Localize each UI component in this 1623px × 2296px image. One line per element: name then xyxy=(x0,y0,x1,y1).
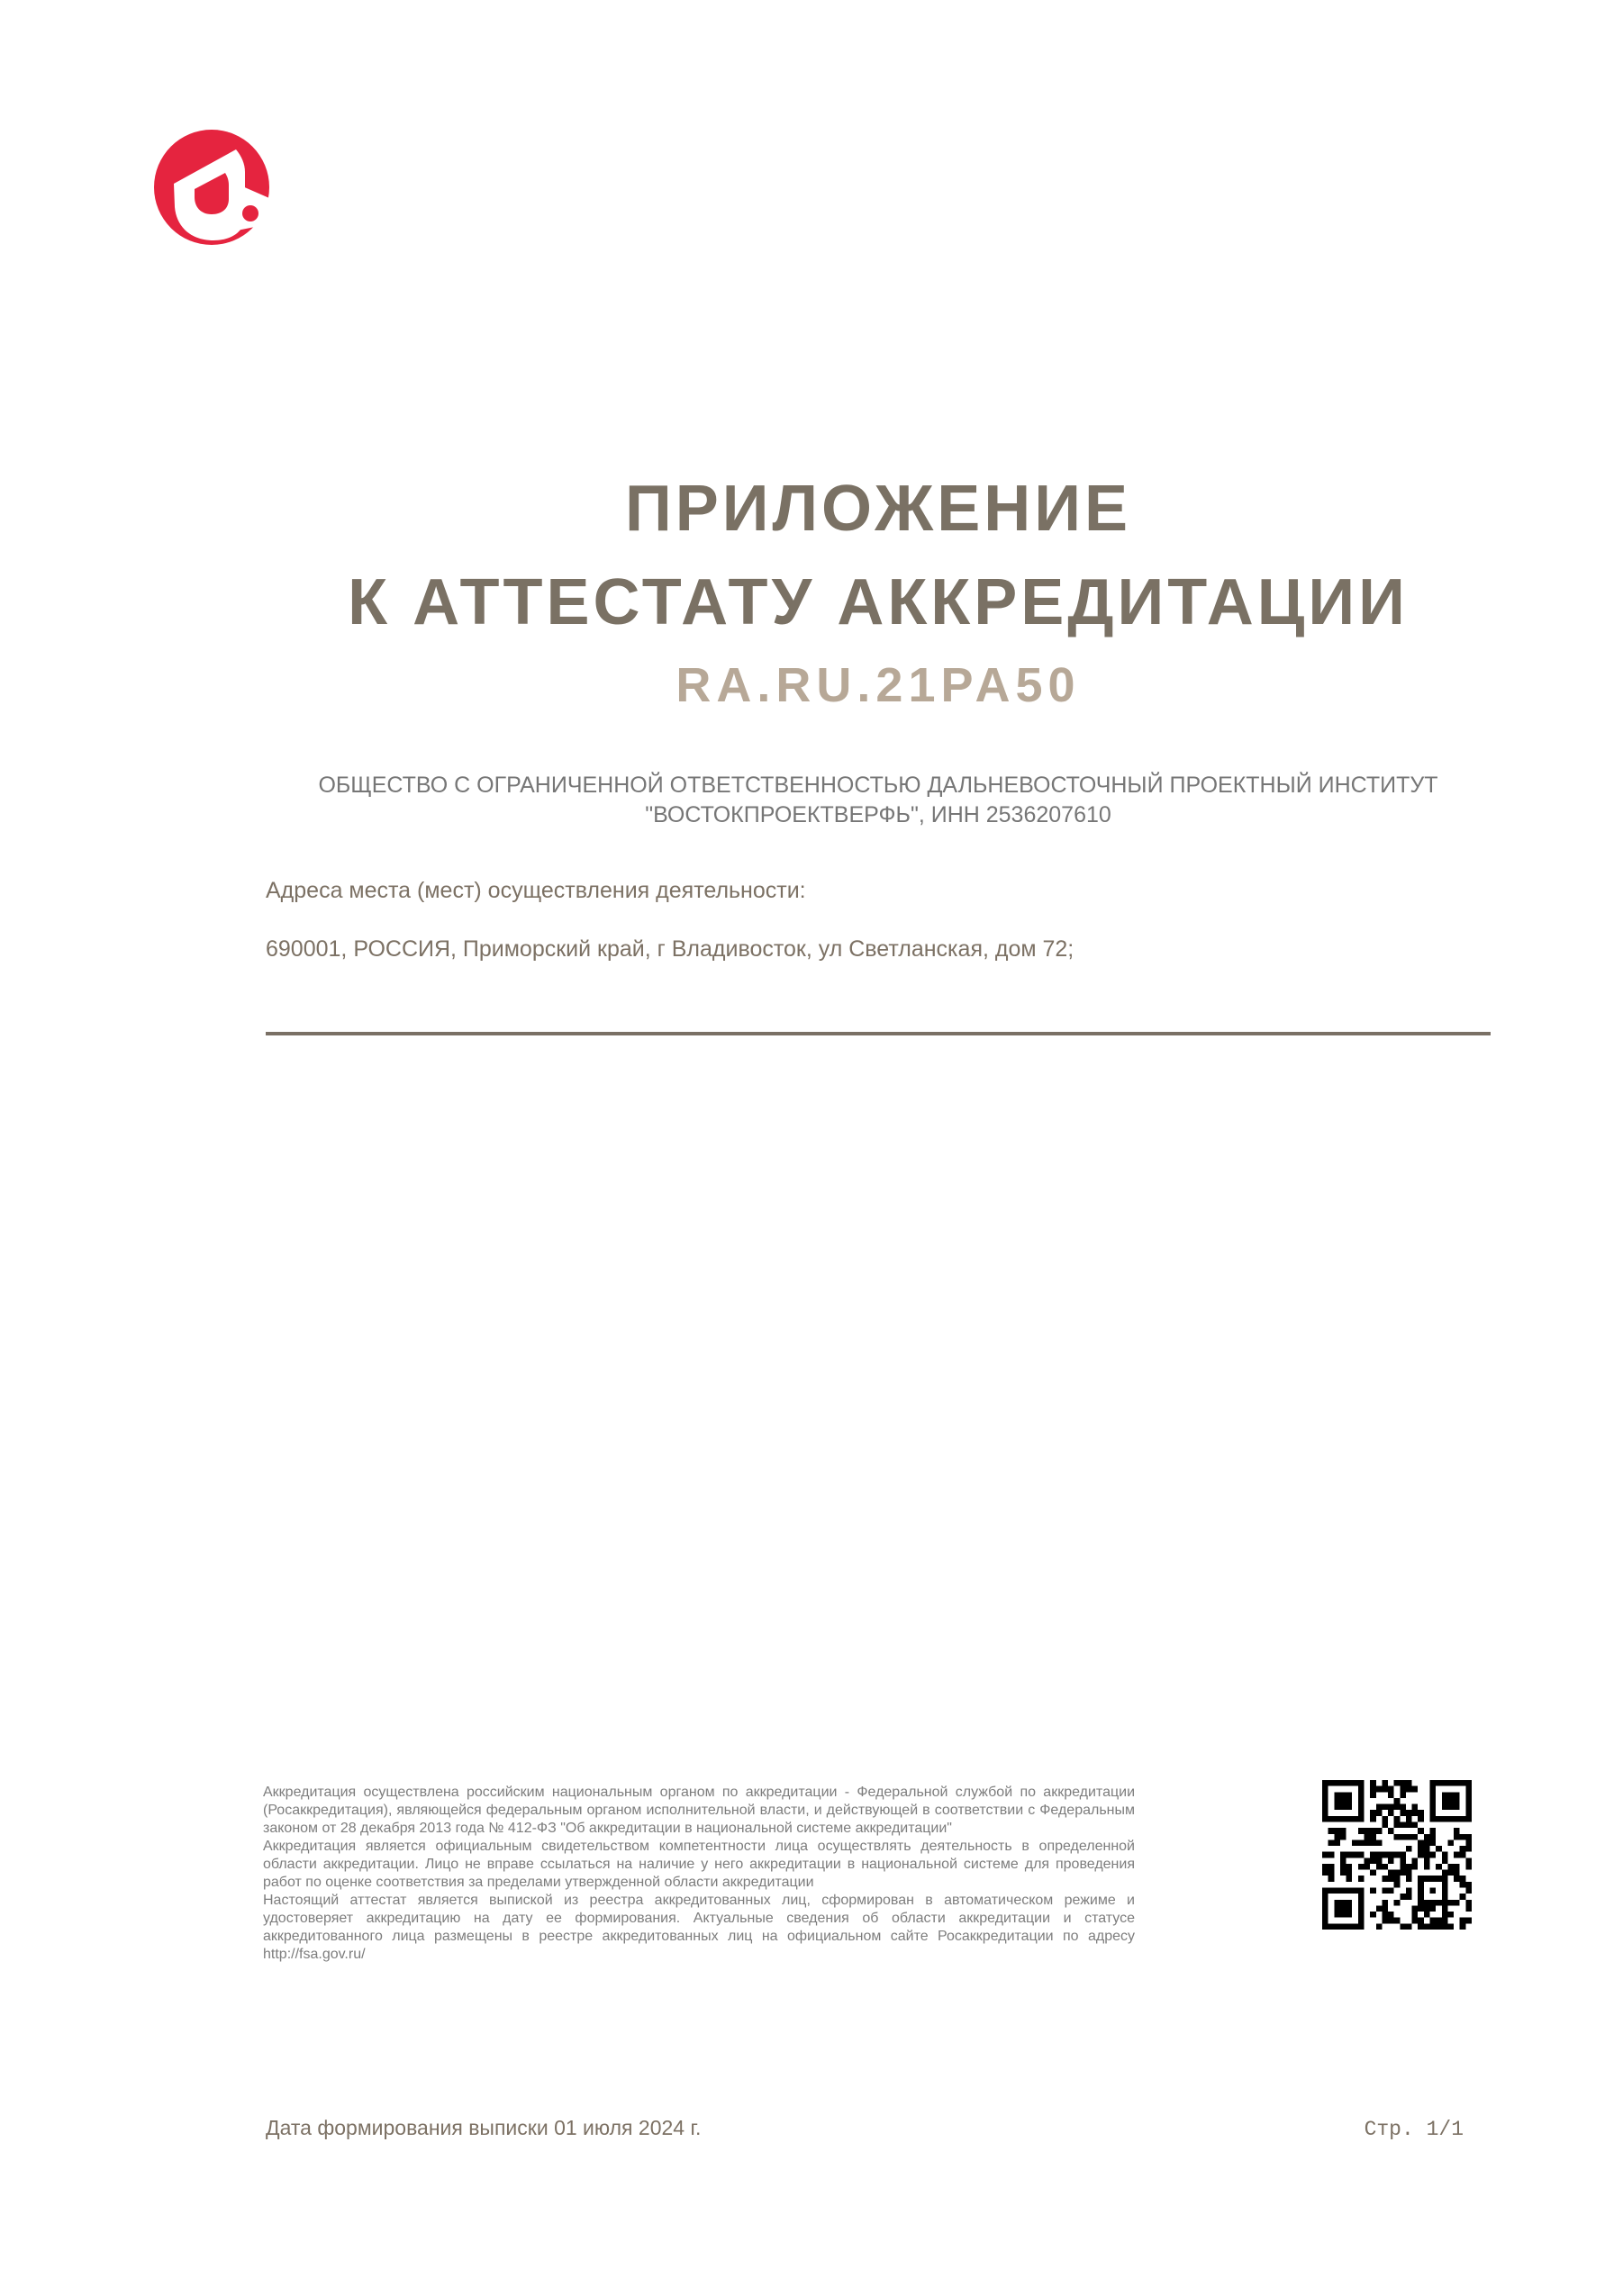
divider-line xyxy=(266,1032,1491,1035)
address-item: 690001, РОССИЯ, Приморский край, г Владивосток, ул Светланская, дом 72; xyxy=(266,936,1074,962)
document-title: ПРИЛОЖЕНИЕ xyxy=(625,473,1131,545)
page-number: Стр. 1/1 xyxy=(1364,2118,1464,2141)
legal-paragraph: Аккредитация является официальным свидетельством компетентности лица осуществлять деятельность в определенной области аккредитации. Лицо не вправе ссылаться на наличие у него аккредитации в национальной системе для проведения работ по оценке соответствия за пределами утвержденной области аккредитации xyxy=(263,1839,1135,1890)
legal-paragraph: Настоящий аттестат является выпиской из реестра аккредитованных лиц, сформирован в автоматическом режиме и удостоверяет аккредитацию на дату ее формирования. Актуальные сведения об области аккредитации и статусе аккредитованного лица размещены в реестре аккредитованных лиц на официальном сайте Росаккредитации по адресу http://fsa.gov.ru/ xyxy=(263,1893,1135,1962)
organization-name: ОБЩЕСТВО С ОГРАНИЧЕННОЙ ОТВЕТСТВЕННОСТЬЮ ДАЛЬНЕВОСТОЧНЫЙ ПРОЕКТНЫЙ ИНСТИТУТ "ВОСТОКПРОЕКТВЕРФЬ", ИНН 2536207610 xyxy=(318,773,1438,827)
legal-paragraph: Аккредитация осуществлена российским национальным органом по аккредитации - Федеральной службой по аккредитации (Росаккредитация), являющейся федеральным органом исполнительной власти, и действующей в соответствии с Федеральным законом от 28 декабря 2013 года № 412-ФЗ "Об аккредитации в национальной системе аккредитации" xyxy=(263,1785,1135,1836)
addresses-label: Адреса места (мест) осуществления деятельности: xyxy=(266,878,806,903)
footer xyxy=(266,2116,1464,2141)
accreditation-number: RA.RU.21PA50 xyxy=(675,658,1081,712)
document-subtitle: К АТТЕСТАТУ АККРЕДИТАЦИИ xyxy=(348,566,1409,638)
rosaccreditation-logo-icon xyxy=(154,130,269,245)
generation-date: Дата формирования выписки 01 июля 2024 г. xyxy=(266,2116,702,2139)
legal-notes xyxy=(263,1784,1135,1964)
qr-code xyxy=(1322,1780,1472,1930)
